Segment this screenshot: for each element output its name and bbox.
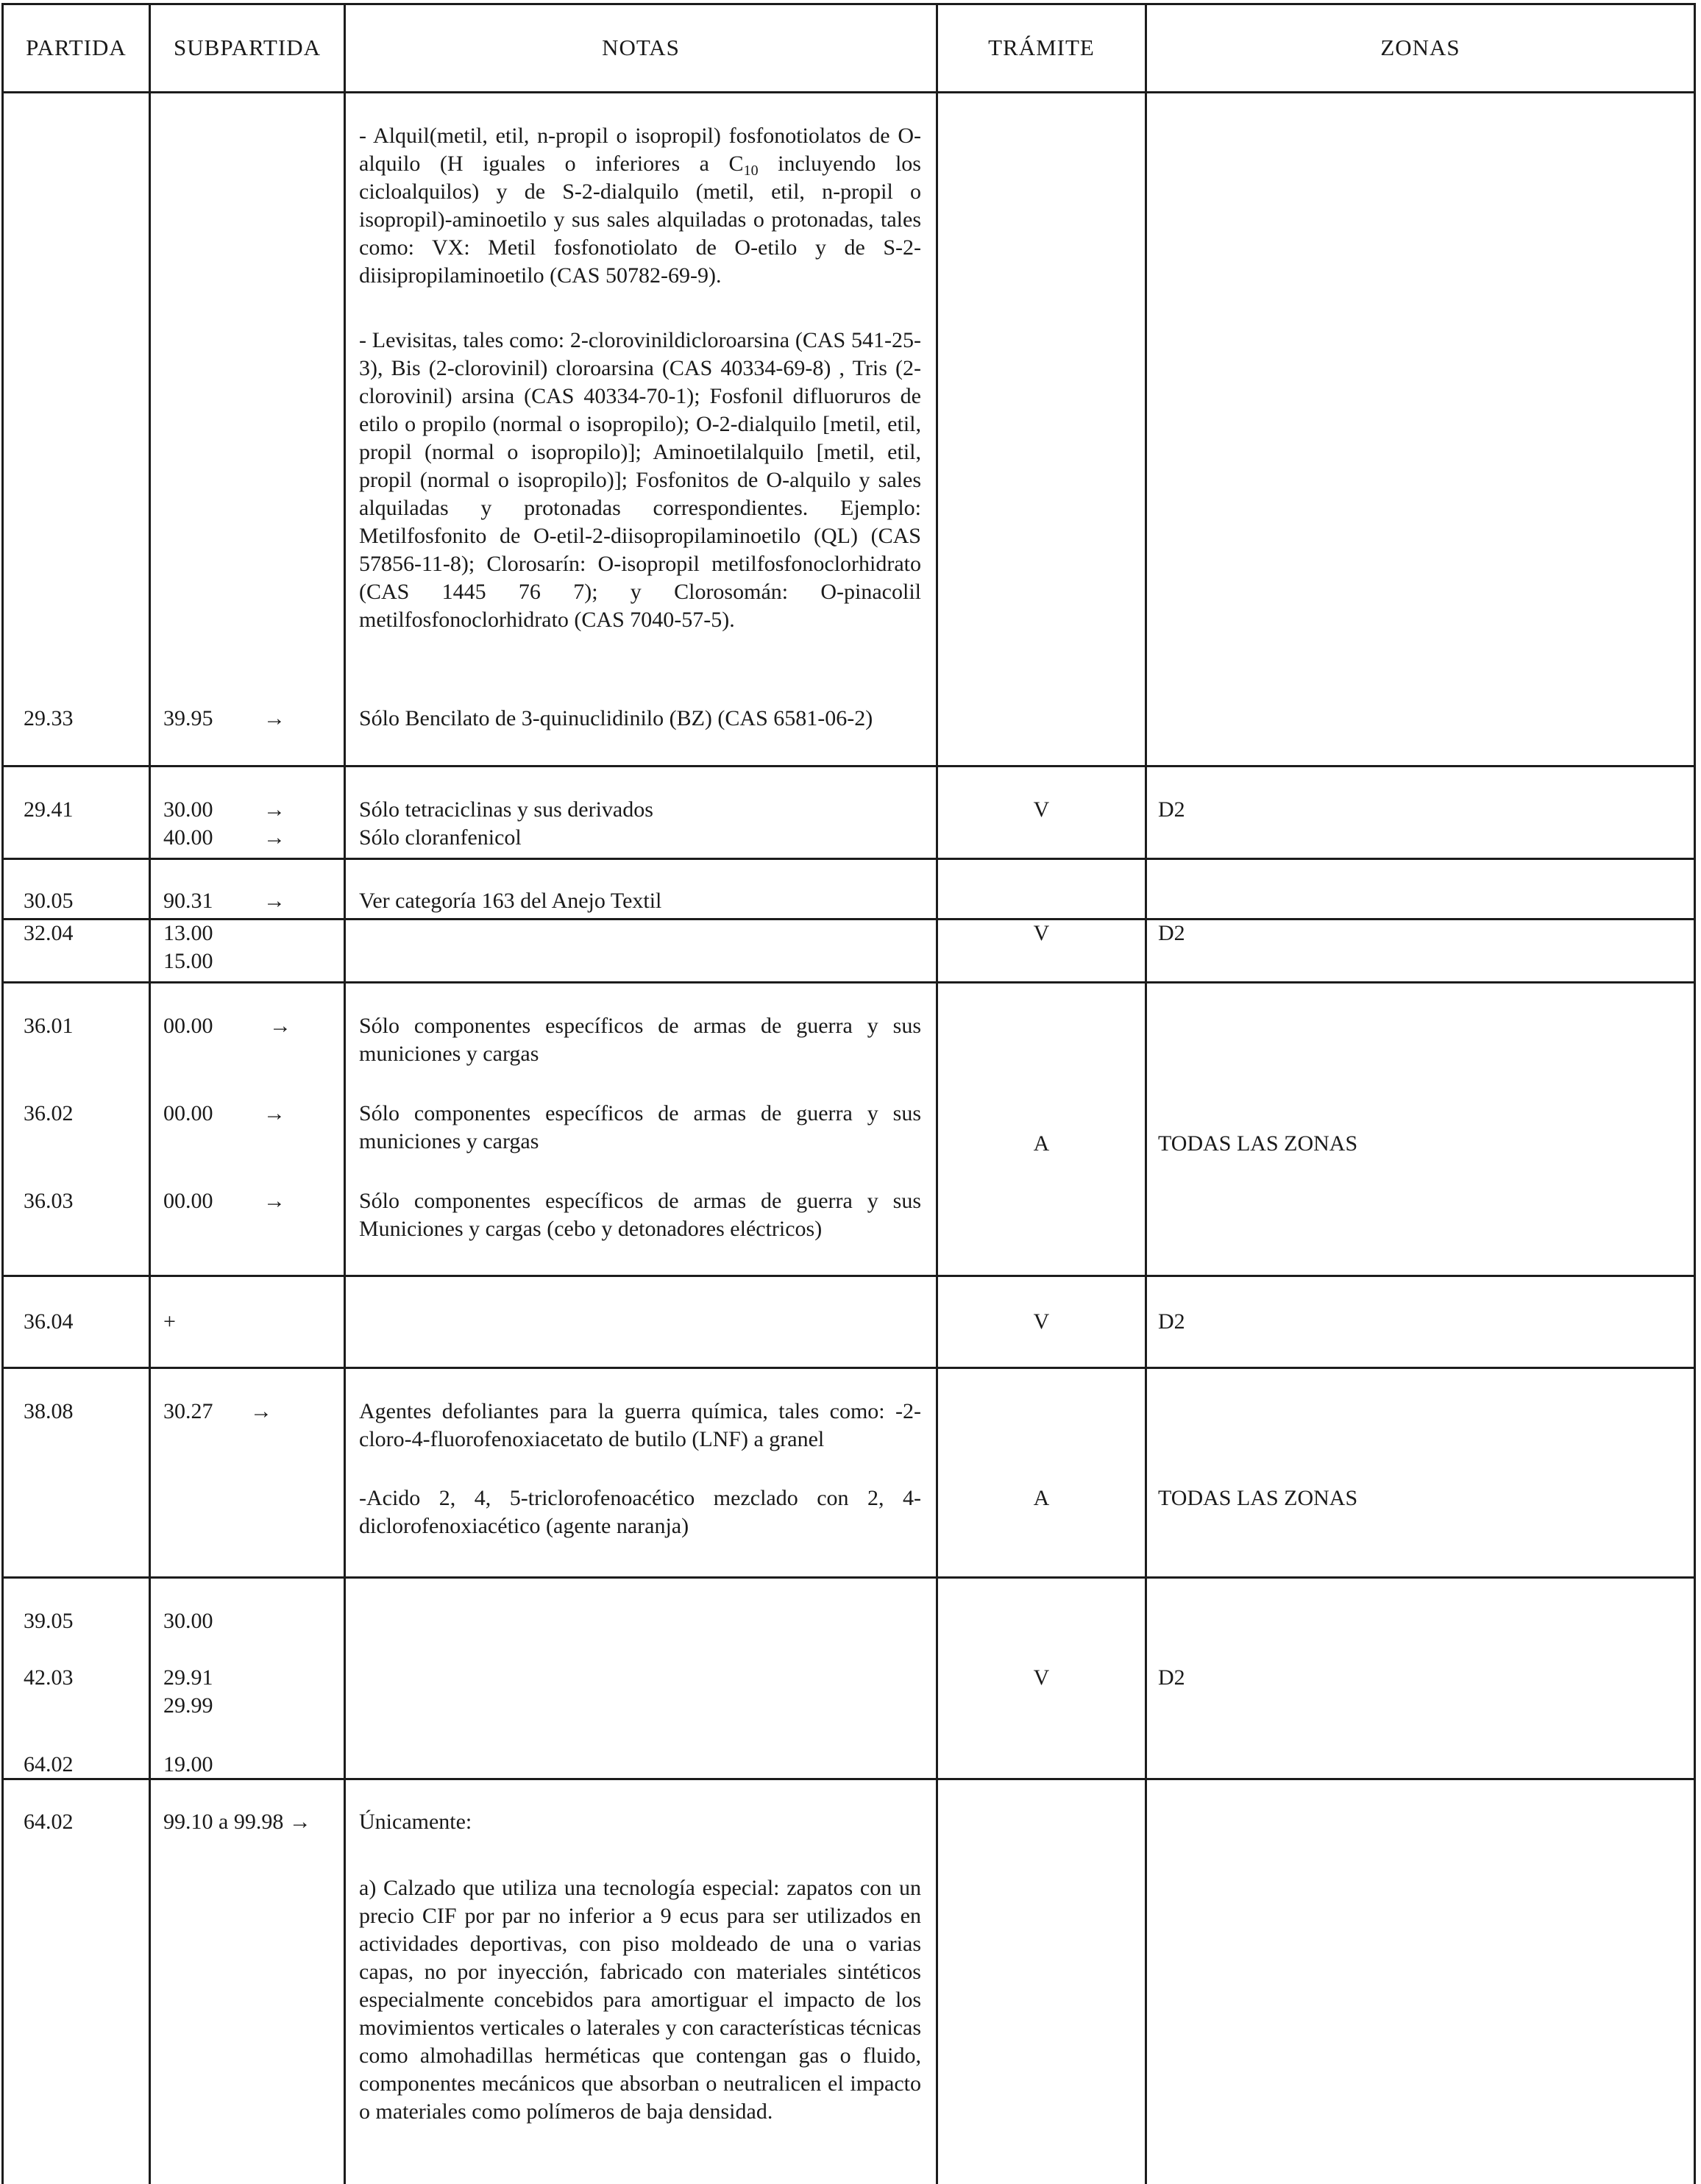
subpartida-cell: 29.91	[163, 1665, 213, 1690]
column-divider	[344, 3, 346, 2184]
partida-cell: 36.01	[24, 1014, 74, 1038]
zonas-cell: D2	[1158, 1309, 1185, 1334]
partida-cell: 30.05	[24, 889, 74, 913]
partida-cell: 36.02	[24, 1101, 74, 1125]
note-cell: Únicamente:	[359, 1810, 472, 1834]
arrow-icon: →	[263, 825, 285, 850]
header-subpartida: SUBPARTIDA	[174, 35, 321, 60]
subpartida-cell: 29.99	[163, 1693, 213, 1718]
partida-cell: 38.08	[24, 1399, 74, 1423]
partida-cell: 29.41	[24, 797, 74, 822]
partida-cell: 64.02	[24, 1752, 74, 1776]
note-cell: -Acido 2, 4, 5-triclorofenoacético mezclado con 2, 4-diclorofenoxiacético (agente naranja)	[359, 1486, 921, 1538]
zonas-cell: D2	[1158, 921, 1185, 945]
partida-cell: 32.04	[24, 921, 74, 945]
subpartida-cell: 15.00	[163, 949, 213, 973]
subpartida-cell: 00.00	[163, 1014, 213, 1038]
note-cell: Sólo componentes específicos de armas de guerra y sus municiones y cargas	[359, 1014, 921, 1066]
note-cell: Agentes defoliantes para la guerra química, tales como: -2-cloro-4-fluorofenoxiacetato de butilo (LNF) a granel	[359, 1399, 921, 1451]
subpartida-cell: 30.00	[163, 1609, 213, 1633]
tramite-cell: V	[1033, 1665, 1050, 1690]
subpartida-cell: 13.00	[163, 921, 213, 945]
column-divider	[149, 3, 151, 2184]
subpartida-cell: 40.00	[163, 825, 213, 850]
partida-cell: 39.05	[24, 1609, 74, 1633]
arrow-icon: →	[263, 797, 285, 822]
row-divider	[1, 981, 1696, 983]
row-divider	[1, 858, 1696, 860]
note-cell: Sólo cloranfenicol	[359, 825, 522, 850]
header-notas: NOTAS	[602, 35, 680, 60]
column-divider	[1145, 3, 1147, 2184]
arrow-icon: →	[269, 1014, 291, 1038]
tramite-cell: A	[1033, 1131, 1050, 1156]
arrow-icon: →	[263, 1101, 285, 1125]
subpartida-cell: 30.27	[163, 1399, 213, 1423]
row-divider	[1, 1778, 1696, 1780]
subpartida-cell: 30.00	[163, 797, 213, 822]
note-cell: Sólo tetraciclinas y sus derivados	[359, 797, 653, 822]
note-calzado: a) Calzado que utiliza una tecnología especial: zapatos con un precio CIF por par no inferior a 9 ecus para ser utilizados en actividades deportivas, con piso moldeado de una o varias capas, no por inyección, fabricado con materiales sintéticos especialmente concebidos para amortiguar el impacto de los movimientos verticales o laterales y con características técnicas como almohadillas herméticas que contengan gas o fluido, componentes mecánicos que absorban o neutralicen el impacto o materiales como polímeros de baja densidad.	[359, 1876, 921, 2124]
row-divider	[1, 1367, 1696, 1369]
arrow-icon: →	[250, 1399, 272, 1423]
note-cell: Ver categoría 163 del Anejo Textil	[359, 889, 662, 913]
note-vx: - Alquil(metil, etil, n-propil o isopropil) fosfonotiolatos de O-alquilo (H iguales o inferiores a $C_{10}$ incluyendo los cicloalquilos) y de S-2-dialquilo (metil, etil, n-propil o isopropil)-aminoetilo y sus sales alquiladas o protonadas, tales como: VX: Metil fosfonotiolato de O-etilo y de S-2-diisipropilaminoetilo (CAS 50782-69-9).	[359, 124, 921, 288]
subpartida-cell: 99.10 a 99.98 →	[163, 1810, 311, 1834]
subpartida-cell: +	[163, 1309, 176, 1334]
zonas-cell: D2	[1158, 797, 1185, 822]
arrow-icon: →	[263, 889, 285, 913]
tramite-cell: V	[1033, 797, 1050, 822]
subpartida-cell: 00.00	[163, 1189, 213, 1213]
partida-cell: 42.03	[24, 1665, 74, 1690]
zonas-cell: TODAS LAS ZONAS	[1158, 1486, 1358, 1510]
row-divider	[1, 765, 1696, 767]
arrow-icon: →	[263, 706, 285, 730]
partida-cell: 64.02	[24, 1810, 74, 1834]
partida-cell: 36.04	[24, 1309, 74, 1334]
column-divider	[1, 3, 4, 2184]
arrow-icon: →	[263, 1189, 285, 1213]
note-levisitas: - Levisitas, tales como: 2-clorovinildicloroarsina (CAS 541-25-3), Bis (2-clorovinil) cloroarsina (CAS 40334-69-8) , Tris (2-clorovinil) arsina (CAS 40334-70-1); Fosfonil difluoruros de etilo o propilo (normal o isopropilo); O-2-dialquilo [metil, etil, propil (normal o isopropilo)]; Aminoetilalquilo [metil, etil, propil (normal o isopropilo)]; Fosfonitos de O-alquilo y sales alquiladas y protonadas correspondientes. Ejemplo: Metilfosfonito de O-etil-2-diisopropilaminoetilo (QL) (CAS 57856-11-8); Clorosarín: O-isopropil metilfosfonoclorhidrato (CAS 1445 76 7); y Clorosomán: O-pinacolil metilfosfonoclorhidrato (CAS 7040-57-5).	[359, 328, 921, 632]
tramite-cell: V	[1033, 1309, 1050, 1334]
column-divider	[936, 3, 938, 2184]
tramite-cell: A	[1033, 1486, 1050, 1510]
subpartida-cell: 00.00	[163, 1101, 213, 1125]
column-divider	[1694, 3, 1696, 2184]
zonas-cell: TODAS LAS ZONAS	[1158, 1131, 1358, 1156]
row-divider	[1, 1275, 1696, 1277]
row-divider	[1, 1576, 1696, 1579]
subpartida-cell: 90.31	[163, 889, 213, 913]
subpartida-cell: 39.95	[163, 706, 213, 730]
note-cell: Sólo Bencilato de 3-quinuclidinilo (BZ) (CAS 6581-06-2)	[359, 706, 873, 730]
partida-cell: 29.33	[24, 706, 74, 730]
header-partida: PARTIDA	[26, 35, 127, 60]
header-zonas: ZONAS	[1380, 35, 1460, 60]
note-cell: Sólo componentes específicos de armas de guerra y sus Municiones y cargas (cebo y detonadores eléctricos)	[359, 1189, 921, 1241]
row-divider	[1, 91, 1696, 93]
zonas-cell: D2	[1158, 1665, 1185, 1690]
tramite-cell: V	[1033, 921, 1050, 945]
row-divider	[1, 918, 1696, 920]
subpartida-cell: 19.00	[163, 1752, 213, 1776]
partida-cell: 36.03	[24, 1189, 74, 1213]
header-tramite: TRÁMITE	[988, 35, 1095, 60]
note-cell: Sólo componentes específicos de armas de guerra y sus municiones y cargas	[359, 1101, 921, 1153]
